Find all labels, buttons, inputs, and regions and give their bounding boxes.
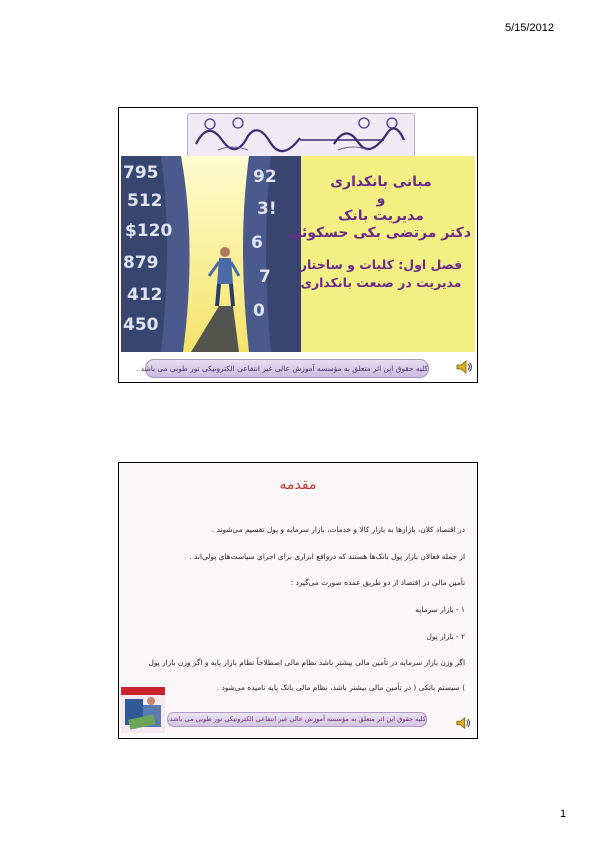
chapter-title: فصل اول: کلیات و ساختار <box>299 257 463 272</box>
title-conjunction: و <box>376 191 386 207</box>
svg-text:450: 450 <box>123 315 159 335</box>
copyright-text: کلیه حقوق این اثر متعلق به مؤسسه آموزش عالی غیر انتفاعی الکترونیکی نور طوبی می باشد. <box>167 715 426 723</box>
svg-text:795: 795 <box>123 163 159 183</box>
hero-panel <box>121 156 475 352</box>
svg-text:7: 7 <box>259 267 271 287</box>
body-line-7: ) سیستم بانکی ( در تأمین مالی بیشتر باشد، نظام مالی بانک پایه نامیده می‌شود . <box>216 683 465 692</box>
author-name: دکتر مرتضی بکی حسکوئی <box>287 225 471 241</box>
slide-2 <box>118 462 478 739</box>
speaker-icon[interactable] <box>455 716 471 730</box>
numbers-illustration <box>121 156 301 352</box>
slide2-title: مقدمه <box>279 477 317 493</box>
body-line-2: از جمله فعالان بازار پول بانک‌ها هستند که درواقع ابزاری برای اجرای سیاست‌های پولی‌اند . <box>189 552 465 561</box>
svg-text:879: 879 <box>123 253 159 273</box>
copyright-bar <box>135 359 429 378</box>
body-line-1: در اقتصاد کلان، بازارها به بازار کالا و خدمات، بازار سرمایه و پول تقسیم می‌شوند . <box>211 525 465 534</box>
speaker-icon[interactable] <box>455 359 473 375</box>
svg-text:92: 92 <box>253 167 277 187</box>
course-title: مبانی بانکداری <box>330 174 432 190</box>
svg-text:412: 412 <box>127 285 163 305</box>
page-number: 1 <box>560 808 567 820</box>
body-line-4: ۱ - بازار سرمایه <box>415 605 465 614</box>
svg-text:0: 0 <box>253 301 265 321</box>
body-line-6: اگر وزن بازار سرمایه در تأمین مالی بیشتر باشد نظام مالی اصطلاحاً نظام بازار پایه و اگر وزن بازار پول <box>148 658 465 667</box>
chapter-subtitle: مدیریت در صنعت بانکداری <box>300 275 462 290</box>
copyright-bar <box>167 712 427 727</box>
svg-text:$120: $120 <box>125 221 173 241</box>
slide-1 <box>118 107 478 383</box>
money-illustration <box>121 687 165 733</box>
course-subtitle: مدیریت بانک <box>338 208 424 224</box>
body-line-5: ۲ - بازار پول <box>426 632 465 641</box>
slide1-title-block <box>287 174 471 292</box>
copyright-text: کلیه حقوق این اثر متعلق به مؤسسه آموزش عالی غیر انتفاعی الکترونیکی نور طوبی می باشد . <box>135 364 428 373</box>
svg-text:6: 6 <box>251 233 263 253</box>
svg-text:512: 512 <box>127 191 163 211</box>
svg-text:3!: 3! <box>257 199 277 219</box>
calligraphy-banner <box>187 113 415 157</box>
body-line-3: تأمین مالی در اقتصاد از دو طریق عمده صورت می‌گیرد : <box>290 578 465 587</box>
print-date: 5/15/2012 <box>505 22 554 34</box>
